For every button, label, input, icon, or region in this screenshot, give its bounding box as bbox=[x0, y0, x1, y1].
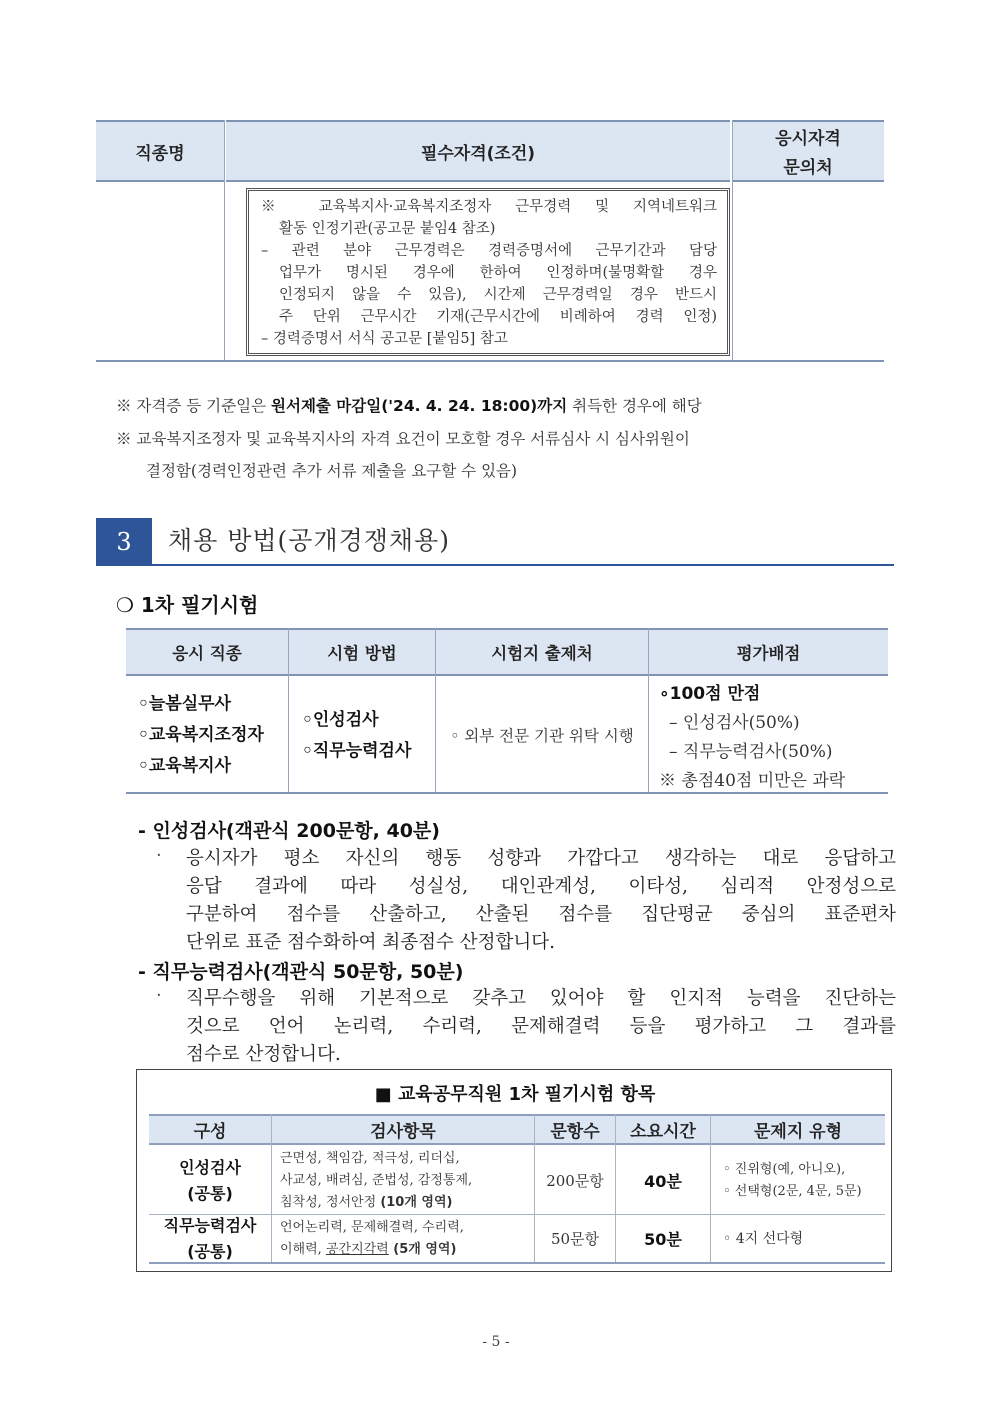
column-divider bbox=[271, 1114, 272, 1264]
personality-desc-line: 응시자가 평소 자신의 행동 성향과 가깝다고 생각하는 대로 응답하고 bbox=[186, 848, 896, 869]
exam-source: ◦ 외부 전문 기관 위탁 시행 bbox=[450, 727, 634, 745]
written-exam-table bbox=[126, 628, 888, 794]
table-row-time: 50분 bbox=[644, 1230, 682, 1249]
note-line: 업무가 명시된 경우에 한하여 인정하며(불명확할 경우 bbox=[279, 265, 717, 281]
eval-note: ※ 총점40점 미만은 과락 bbox=[659, 771, 846, 791]
eval-item: – 인성검사(50%) bbox=[669, 713, 800, 733]
column-divider bbox=[732, 120, 733, 362]
header-job: 응시 직종 bbox=[126, 628, 288, 676]
table-row-time: 40분 bbox=[644, 1172, 682, 1191]
eval-item: – 직무능력검사(50%) bbox=[669, 742, 833, 762]
note-line: – 경력증명서 서식 공고문 [붙임5] 참고 bbox=[261, 331, 508, 347]
job-item: ◦교육복지조정자 bbox=[138, 725, 264, 745]
column-divider bbox=[648, 628, 649, 794]
exam-items-box bbox=[136, 1069, 892, 1272]
note-line: 활동 인정기관(공고문 붙임4 참조) bbox=[279, 221, 496, 237]
header-job-name: 직종명 bbox=[96, 120, 224, 182]
table-row-items: 근면성, 책임감, 적극성, 리더십, 사교성, 배려심, 준법성, 감정통제, 침착성, 정서안정 (10개 영역) bbox=[280, 1150, 473, 1210]
table-bottom-border bbox=[149, 1262, 885, 1264]
table-row-count: 50문항 bbox=[550, 1230, 600, 1248]
note-line: 주 단위 근무시간 기재(근무시간에 비례하여 경력 인정) bbox=[279, 309, 717, 325]
header-count: 문항수 bbox=[535, 1114, 615, 1145]
table-row-count: 200문항 bbox=[546, 1172, 604, 1190]
header-method: 시험 방법 bbox=[289, 628, 435, 676]
job-item: ◦늘봄실무사 bbox=[138, 694, 231, 714]
column-divider bbox=[288, 628, 289, 794]
aptitude-desc-line: 점수로 산정합니다. bbox=[186, 1044, 341, 1065]
header-source: 시험지 출제처 bbox=[436, 628, 648, 676]
bullet: · bbox=[156, 985, 162, 1006]
method-item: ◦직무능력검사 bbox=[302, 741, 412, 761]
table-row-items: 언어논리력, 문제해결력, 수리력, 이해력, 공간지각력 (5개 영역) bbox=[280, 1219, 464, 1257]
header-items: 검사항목 bbox=[272, 1114, 534, 1145]
requirement-note-box bbox=[246, 188, 730, 356]
job-list bbox=[138, 689, 264, 782]
section-underline bbox=[96, 564, 894, 566]
aptitude-desc-line: 것으로 언어 논리력, 수리력, 문제해결력 등을 평가하고 그 결과를 bbox=[186, 1016, 896, 1037]
bullet: · bbox=[156, 845, 162, 866]
header-contact: 응시자격 문의처 bbox=[732, 120, 884, 182]
header-time: 소요시간 bbox=[616, 1114, 710, 1145]
table-row-type: ◦ 4지 선다형 bbox=[723, 1230, 804, 1247]
eval-total: ∘100점 만점 bbox=[659, 684, 761, 704]
table-row-type: ◦ 진위형(예, 아니오), ◦ 선택형(2문, 4문, 5문) bbox=[723, 1161, 862, 1199]
column-divider bbox=[710, 1114, 711, 1264]
header-evaluation: 평가배점 bbox=[649, 628, 888, 676]
header-type: 문제지 유형 bbox=[711, 1114, 885, 1145]
qualification-table bbox=[96, 120, 884, 362]
note-line: 인정되지 않을 수 있음), 시간제 근무경력일 경우 반드시 bbox=[279, 287, 717, 303]
personality-desc-line: 응답 결과에 따라 성실성, 대인관계성, 이타성, 심리적 안정성으로 bbox=[186, 876, 896, 897]
exam-items-title: ■ 교육공무직원 1차 필기시험 항목 bbox=[374, 1084, 656, 1105]
aptitude-desc-line: 직무수행을 위해 기본적으로 갖추고 있어야 할 인지적 능력을 진단하는 bbox=[186, 988, 896, 1009]
method-list bbox=[302, 705, 411, 767]
page-number: - 5 - bbox=[482, 1334, 510, 1350]
aptitude-test-title: - 직무능력검사(객관식 50문항, 50분) bbox=[138, 961, 464, 983]
personality-desc-line: 구분하여 점수를 산출하고, 산출된 점수를 집단평균 중심의 표준편차 bbox=[186, 904, 896, 925]
header-composition: 구성 bbox=[149, 1114, 271, 1145]
header-requirement: 필수자격(조건) bbox=[226, 120, 730, 182]
exam-items-table bbox=[149, 1114, 885, 1264]
personality-test-title: - 인성검사(객관식 200문항, 40분) bbox=[138, 820, 440, 842]
note-ambiguous-qualification: ※ 교육복지조정자 및 교육복지사의 자격 요건이 모호할 경우 서류심사 시 심사위원이 bbox=[116, 430, 690, 448]
section-number: 3 bbox=[96, 518, 152, 566]
column-divider bbox=[224, 120, 225, 362]
table-row-name: 인성검사 (공통) bbox=[179, 1157, 241, 1203]
table-bottom-border bbox=[96, 360, 884, 362]
subsection-title: ❍ 1차 필기시험 bbox=[116, 593, 259, 617]
note-line: ※ 교육복지사·교육복지조정자 근무경력 및 지역네트워크 bbox=[261, 199, 717, 215]
section-title: 채용 방법(공개경쟁채용) bbox=[168, 526, 450, 555]
note-line: – 관련 분야 근무경력은 경력증명서에 근무기간과 담당 bbox=[261, 243, 717, 259]
personality-desc-line: 단위로 표준 점수화하여 최종점수 산정합니다. bbox=[186, 932, 555, 953]
method-item: ◦인성검사 bbox=[302, 710, 379, 730]
note-qualification-date: ※ 자격증 등 기준일은 원서제출 마감일('24. 4. 24. 18:00)까지 취득한 경우에 해당 bbox=[116, 397, 702, 415]
note-ambiguous-qualification-cont: 결정함(경력인정관련 추가 서류 제출을 요구할 수 있음) bbox=[146, 462, 518, 480]
job-item: ◦교육복지사 bbox=[138, 756, 231, 776]
evaluation-scoring bbox=[659, 680, 845, 796]
table-row-name: 직무능력검사 (공통) bbox=[163, 1215, 257, 1261]
column-divider bbox=[435, 628, 436, 794]
